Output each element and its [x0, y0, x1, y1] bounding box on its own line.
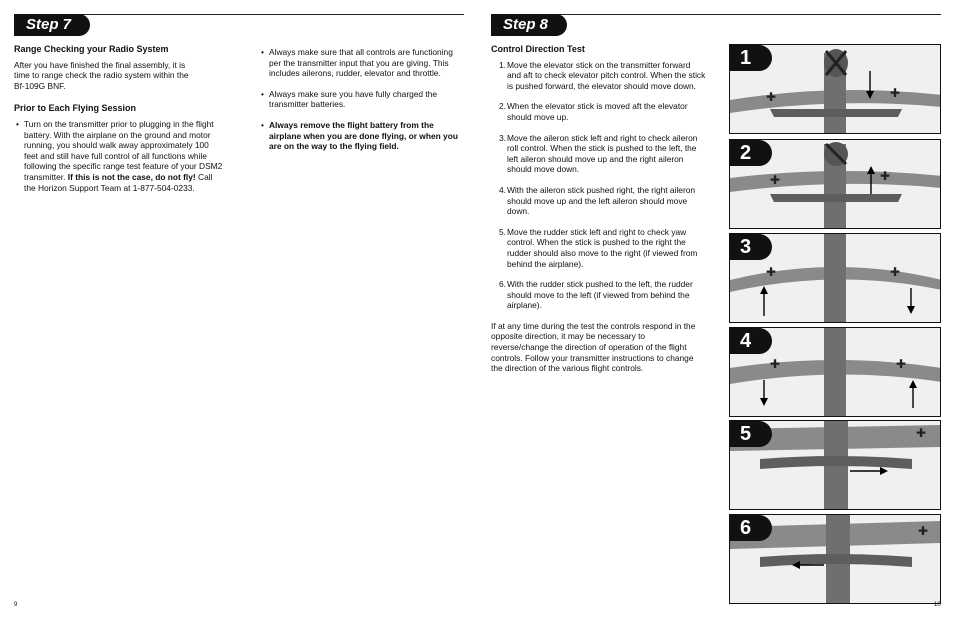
photo-5	[729, 420, 941, 510]
list-item: 5. Move the rudder stick left and right to check yaw control. When the stick is pushed to the right the rudder should also move to the right (if viewed from behind the airplane).	[499, 226, 698, 269]
bullet-batteries: • Always make sure you have fully charged the transmitter batteries.	[259, 89, 465, 110]
range-body: After you have finished the final assembly, it is time to range check the radio system within the Bf-109G BNF.	[14, 59, 189, 91]
photo-number: 6	[730, 515, 772, 541]
prior-heading: Prior to Each Flying Session	[14, 103, 137, 114]
photo-number: 5	[730, 421, 772, 447]
photo-6	[729, 514, 941, 604]
list-item: 3. Move the aileron stick left and right to check aileron roll control. When the stick is pushed to the left, the left aileron should move up and the right aileron should move down.	[499, 132, 698, 175]
svg-text:✚: ✚	[766, 90, 777, 104]
list-item: 2. When the elevator stick is moved aft the elevator should move up.	[499, 101, 688, 122]
page-number-right: 10	[934, 602, 941, 608]
svg-text:✚: ✚	[916, 426, 927, 440]
page-number-left: 9	[14, 602, 18, 608]
list-item: 6. With the rudder stick pushed to the left, the rudder should move to the left (if viewed from behind the airplane).	[499, 279, 693, 311]
photo-number: 3	[730, 234, 772, 260]
step7-tag: Step 7	[14, 14, 90, 36]
photo-3	[729, 233, 941, 323]
step8-tag: Step 8	[491, 14, 567, 36]
photo-number: 4	[730, 328, 772, 354]
svg-text:✚: ✚	[896, 357, 907, 371]
bullet-remove-battery: • Always remove the flight battery from the airplane when you are done flying, or when you are on the way to the flying field.	[259, 120, 465, 152]
step7-column-left	[14, 44, 224, 193]
svg-text:✚: ✚	[766, 265, 777, 279]
photo-4	[729, 327, 941, 417]
control-direction-heading: Control Direction Test	[491, 44, 585, 54]
photo-number: 1	[730, 45, 772, 71]
svg-text:✚: ✚	[918, 524, 929, 538]
list-item: 4. With the aileron stick pushed right, the right aileron should move up and the left aileron should move down.	[499, 184, 696, 217]
photo-1	[729, 44, 941, 134]
range-heading: Range Checking your Radio System	[14, 44, 169, 54]
svg-text:✚: ✚	[770, 357, 781, 371]
step8-column	[491, 44, 706, 374]
prior-bullet: • Turn on the transmitter prior to plugging in the flight battery. With the airplane on the ground and motor running, you should walk away approximately 100 feet and still have full control of all functions while following the specific range test feature of your DSM2 transmitter. If this is not the case, do not fly! Call the Horizon Support Team at 1-877-504-0233.	[14, 119, 224, 193]
photo-number: 2	[730, 140, 772, 166]
svg-text:✚: ✚	[890, 86, 901, 100]
bullet-controls: • Always make sure that all controls are functioning per the transmitter input that you are giving. This includes ailerons, rudder, elevator and throttle.	[259, 47, 465, 79]
photo-2	[729, 139, 941, 229]
svg-text:✚: ✚	[880, 169, 891, 183]
svg-text:✚: ✚	[770, 173, 781, 187]
closing-paragraph: If at any time during the test the controls respond in the opposite direction, it may be necessary to reverse/change the direction of operation of the flight controls. Follow your transmitter instructions to change the direction of the various flight controls.	[491, 320, 696, 374]
list-item: 1. Move the elevator stick on the transmitter forward and aft to check elevator pitch control. When the stick is pushed forward, the elevator should move down.	[499, 59, 706, 91]
svg-text:✚: ✚	[890, 265, 901, 279]
step7-column-right	[259, 47, 465, 152]
